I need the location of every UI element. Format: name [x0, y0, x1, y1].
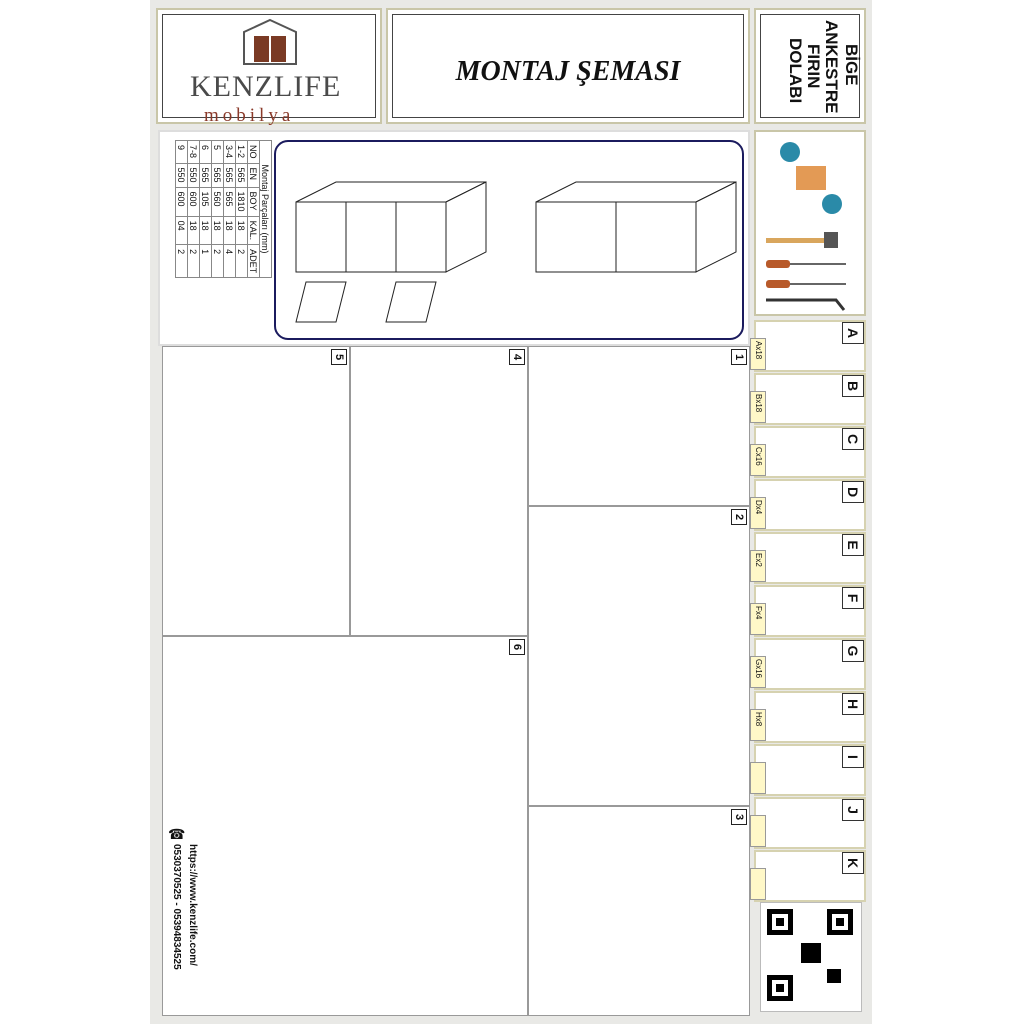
title-box	[386, 8, 750, 124]
step-number: 1	[731, 349, 747, 365]
table-header: NO	[248, 141, 260, 164]
tools-box	[754, 130, 866, 316]
step-panel-1	[528, 346, 750, 506]
workers-icon	[776, 138, 846, 218]
step-number: 4	[509, 349, 525, 365]
product-line-3: FIRIN	[804, 44, 823, 89]
product-line-2: ANKESTRE	[822, 20, 841, 114]
brand-sub: mobilya	[204, 105, 295, 126]
step-panel-3	[528, 806, 750, 1016]
hardware-item-g: G Gx16	[754, 638, 866, 690]
hammer-icon	[766, 232, 846, 248]
product-line-1: BİGE	[842, 44, 861, 86]
phone-icon: ☎	[168, 826, 186, 842]
table-row: 6 565 105 18 1	[200, 141, 212, 278]
table-header: ADET	[248, 245, 260, 278]
contact-phones: 0530370525 - 05394834525	[171, 844, 182, 970]
step-panel-6	[162, 636, 528, 1016]
parts-table-caption: Montaj Parçaları (mm)	[260, 141, 272, 278]
hardware-item-j: J	[754, 797, 866, 849]
step-number: 2	[731, 509, 747, 525]
step-panel-2	[528, 506, 750, 806]
table-row: 9 550 600 04 2	[176, 141, 188, 278]
logo-box	[156, 8, 382, 124]
screwdriver-icon	[766, 278, 856, 290]
table-row: 1-2 565 1810 18 2	[236, 141, 248, 278]
hardware-item-b: B Bx18	[754, 373, 866, 425]
table-row: 7-8 550 600 18 2	[188, 141, 200, 278]
page-title: MONTAJ ŞEMASI	[455, 56, 681, 87]
step-number: 5	[331, 349, 347, 365]
hardware-list	[754, 320, 866, 900]
overview-box	[158, 130, 750, 346]
contact-footer	[166, 820, 206, 1010]
qr-code-icon	[760, 902, 862, 1012]
step-panel-5	[162, 346, 350, 636]
hardware-item-c: C Cx16	[754, 426, 866, 478]
contact-url[interactable]: https://www.kenzlife.com/	[187, 844, 198, 966]
table-header: KAL.	[248, 216, 260, 245]
step-number: 6	[509, 639, 525, 655]
hardware-item-h: H Hx8	[754, 691, 866, 743]
hardware-item-e: E Ex2	[754, 532, 866, 584]
house-logo-icon	[240, 18, 300, 68]
instruction-sheet	[150, 0, 872, 1024]
hardware-item-d: D Dx4	[754, 479, 866, 531]
product-box	[754, 8, 866, 124]
hardware-item-f: F Fx4	[754, 585, 866, 637]
table-row: 5 565 560 18 2	[212, 141, 224, 278]
hardware-item-a: A Ax18	[754, 320, 866, 372]
step-number: 3	[731, 809, 747, 825]
hardware-item-k: K	[754, 850, 866, 902]
table-header: BOY	[248, 187, 260, 216]
cabinet-overview	[274, 140, 744, 340]
step-panel-4	[350, 346, 528, 636]
parts-table	[175, 140, 272, 278]
hardware-item-i: I	[754, 744, 866, 796]
brand-name: KENZLIFE	[190, 70, 342, 103]
table-header: EN	[248, 163, 260, 187]
table-row: 3-4 565 565 18 4	[224, 141, 236, 278]
product-line-4: DOLABI	[786, 38, 805, 104]
cabinet-exploded-drawing	[276, 142, 742, 338]
allen-key-icon	[766, 296, 856, 312]
screwdriver-icon	[766, 258, 856, 270]
